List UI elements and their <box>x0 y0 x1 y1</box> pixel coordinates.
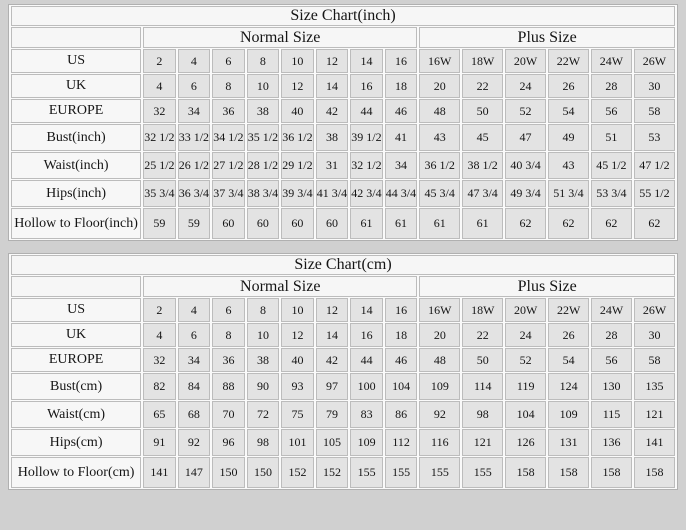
size-value-cell: 16 <box>350 323 383 347</box>
size-value-cell: 124 <box>548 373 589 400</box>
size-value-cell: 32 <box>143 99 176 123</box>
table-row <box>11 99 675 123</box>
size-value-cell: 39 1/2 <box>350 124 383 151</box>
size-value-cell: 32 1/2 <box>350 152 383 179</box>
size-value-cell: 60 <box>316 208 349 239</box>
size-value-cell: 24 <box>505 323 546 347</box>
size-value-cell: 28 <box>591 323 632 347</box>
size-value-cell: 40 <box>281 99 314 123</box>
size-value-cell: 70 <box>212 401 245 428</box>
size-value-cell: 155 <box>385 457 418 488</box>
size-value-cell: 104 <box>385 373 418 400</box>
size-value-cell: 36 1/2 <box>281 124 314 151</box>
size-value-cell: 20W <box>505 298 546 322</box>
size-value-cell: 131 <box>548 429 589 456</box>
size-value-cell: 14 <box>350 298 383 322</box>
size-value-cell: 135 <box>634 373 675 400</box>
size-value-cell: 141 <box>143 457 176 488</box>
size-value-cell: 51 <box>591 124 632 151</box>
size-value-cell: 6 <box>212 49 245 73</box>
size-value-cell: 45 <box>462 124 503 151</box>
size-value-cell: 51 3/4 <box>548 180 589 207</box>
chart-divider <box>8 241 678 253</box>
row-label: Bust(inch) <box>11 124 141 151</box>
size-value-cell: 36 3/4 <box>178 180 211 207</box>
size-value-cell: 52 <box>505 99 546 123</box>
table-row <box>11 255 675 275</box>
size-value-cell: 93 <box>281 373 314 400</box>
size-value-cell: 158 <box>505 457 546 488</box>
row-label: UK <box>11 323 141 347</box>
size-value-cell: 48 <box>419 348 460 372</box>
table-row <box>11 208 675 239</box>
size-value-cell: 18W <box>462 49 503 73</box>
size-value-cell: 31 <box>316 152 349 179</box>
size-value-cell: 44 3/4 <box>385 180 418 207</box>
size-value-cell: 8 <box>212 323 245 347</box>
table-row <box>11 74 675 98</box>
size-value-cell: 97 <box>316 373 349 400</box>
size-value-cell: 90 <box>247 373 280 400</box>
size-value-cell: 6 <box>212 298 245 322</box>
size-value-cell: 4 <box>143 323 176 347</box>
size-value-cell: 91 <box>143 429 176 456</box>
size-value-cell: 150 <box>247 457 280 488</box>
plus-size-header: Plus Size <box>419 27 675 48</box>
size-value-cell: 88 <box>212 373 245 400</box>
row-label: Hips(inch) <box>11 180 141 207</box>
chart-title: Size Chart(inch) <box>11 6 675 26</box>
table-row <box>11 457 675 488</box>
table-row <box>11 373 675 400</box>
size-value-cell: 114 <box>462 373 503 400</box>
corner-cell <box>11 276 141 297</box>
table-row <box>11 401 675 428</box>
size-value-cell: 41 <box>385 124 418 151</box>
size-value-cell: 147 <box>178 457 211 488</box>
row-label: Waist(inch) <box>11 152 141 179</box>
size-value-cell: 8 <box>247 49 280 73</box>
size-value-cell: 29 1/2 <box>281 152 314 179</box>
size-value-cell: 47 1/2 <box>634 152 675 179</box>
size-value-cell: 10 <box>281 298 314 322</box>
normal-size-header: Normal Size <box>143 276 417 297</box>
row-label: Hips(cm) <box>11 429 141 456</box>
size-value-cell: 92 <box>178 429 211 456</box>
size-value-cell: 10 <box>281 49 314 73</box>
size-value-cell: 56 <box>591 99 632 123</box>
size-value-cell: 36 <box>212 99 245 123</box>
size-value-cell: 22 <box>462 74 503 98</box>
size-value-cell: 75 <box>281 401 314 428</box>
size-value-cell: 40 3/4 <box>505 152 546 179</box>
size-value-cell: 47 <box>505 124 546 151</box>
size-value-cell: 30 <box>634 323 675 347</box>
table-row <box>11 49 675 73</box>
size-value-cell: 126 <box>505 429 546 456</box>
size-value-cell: 152 <box>316 457 349 488</box>
size-value-cell: 24W <box>591 49 632 73</box>
size-value-cell: 83 <box>350 401 383 428</box>
size-value-cell: 62 <box>505 208 546 239</box>
size-value-cell: 33 1/2 <box>178 124 211 151</box>
size-value-cell: 53 <box>634 124 675 151</box>
size-value-cell: 56 <box>591 348 632 372</box>
size-value-cell: 20 <box>419 323 460 347</box>
size-value-cell: 41 3/4 <box>316 180 349 207</box>
size-value-cell: 158 <box>591 457 632 488</box>
row-label: UK <box>11 74 141 98</box>
table-row <box>11 152 675 179</box>
size-value-cell: 32 1/2 <box>143 124 176 151</box>
size-value-cell: 8 <box>212 74 245 98</box>
size-value-cell: 6 <box>178 74 211 98</box>
size-value-cell: 40 <box>281 348 314 372</box>
size-value-cell: 155 <box>419 457 460 488</box>
size-value-cell: 35 3/4 <box>143 180 176 207</box>
size-value-cell: 34 <box>178 348 211 372</box>
size-value-cell: 18 <box>385 323 418 347</box>
size-value-cell: 35 1/2 <box>247 124 280 151</box>
size-value-cell: 115 <box>591 401 632 428</box>
size-value-cell: 42 3/4 <box>350 180 383 207</box>
size-value-cell: 86 <box>385 401 418 428</box>
size-value-cell: 36 1/2 <box>419 152 460 179</box>
size-value-cell: 2 <box>143 49 176 73</box>
size-value-cell: 16W <box>419 298 460 322</box>
size-value-cell: 14 <box>316 74 349 98</box>
table-row <box>11 124 675 151</box>
size-value-cell: 46 <box>385 99 418 123</box>
table-row <box>11 429 675 456</box>
size-value-cell: 22W <box>548 298 589 322</box>
size-value-cell: 16 <box>385 49 418 73</box>
size-value-cell: 34 <box>178 99 211 123</box>
size-value-cell: 39 3/4 <box>281 180 314 207</box>
normal-size-header: Normal Size <box>143 27 417 48</box>
size-value-cell: 38 <box>316 124 349 151</box>
size-value-cell: 44 <box>350 348 383 372</box>
size-value-cell: 54 <box>548 348 589 372</box>
size-value-cell: 50 <box>462 99 503 123</box>
size-value-cell: 14 <box>350 49 383 73</box>
size-value-cell: 79 <box>316 401 349 428</box>
size-value-cell: 24 <box>505 74 546 98</box>
size-value-cell: 104 <box>505 401 546 428</box>
size-value-cell: 49 <box>548 124 589 151</box>
size-value-cell: 6 <box>178 323 211 347</box>
size-value-cell: 2 <box>143 298 176 322</box>
size-value-cell: 58 <box>634 99 675 123</box>
size-value-cell: 26 <box>548 323 589 347</box>
size-value-cell: 119 <box>505 373 546 400</box>
size-value-cell: 53 3/4 <box>591 180 632 207</box>
size-value-cell: 43 <box>548 152 589 179</box>
size-value-cell: 38 <box>247 348 280 372</box>
size-value-cell: 60 <box>247 208 280 239</box>
size-value-cell: 58 <box>634 348 675 372</box>
size-value-cell: 18 <box>385 74 418 98</box>
size-value-cell: 12 <box>316 49 349 73</box>
size-value-cell: 10 <box>247 323 280 347</box>
size-value-cell: 98 <box>462 401 503 428</box>
table-row <box>11 348 675 372</box>
row-label: EUROPE <box>11 99 141 123</box>
size-chart-inch-table <box>8 4 678 241</box>
size-value-cell: 155 <box>350 457 383 488</box>
size-value-cell: 68 <box>178 401 211 428</box>
row-label: Bust(cm) <box>11 373 141 400</box>
size-value-cell: 105 <box>316 429 349 456</box>
size-value-cell: 60 <box>212 208 245 239</box>
size-value-cell: 4 <box>178 298 211 322</box>
size-value-cell: 55 1/2 <box>634 180 675 207</box>
size-value-cell: 96 <box>212 429 245 456</box>
corner-cell <box>11 27 141 48</box>
size-value-cell: 50 <box>462 348 503 372</box>
size-value-cell: 4 <box>143 74 176 98</box>
size-value-cell: 12 <box>281 323 314 347</box>
size-value-cell: 16W <box>419 49 460 73</box>
size-value-cell: 61 <box>385 208 418 239</box>
size-value-cell: 44 <box>350 99 383 123</box>
table-row <box>11 323 675 347</box>
size-value-cell: 109 <box>548 401 589 428</box>
plus-size-header: Plus Size <box>419 276 675 297</box>
size-value-cell: 109 <box>419 373 460 400</box>
size-value-cell: 61 <box>350 208 383 239</box>
size-value-cell: 43 <box>419 124 460 151</box>
size-value-cell: 62 <box>634 208 675 239</box>
size-value-cell: 136 <box>591 429 632 456</box>
size-value-cell: 45 3/4 <box>419 180 460 207</box>
size-value-cell: 37 3/4 <box>212 180 245 207</box>
size-value-cell: 20 <box>419 74 460 98</box>
size-chart-cm-table <box>8 253 678 490</box>
size-value-cell: 61 <box>462 208 503 239</box>
table-row <box>11 298 675 322</box>
size-value-cell: 158 <box>634 457 675 488</box>
size-value-cell: 60 <box>281 208 314 239</box>
size-value-cell: 20W <box>505 49 546 73</box>
size-value-cell: 12 <box>281 74 314 98</box>
size-value-cell: 25 1/2 <box>143 152 176 179</box>
size-value-cell: 112 <box>385 429 418 456</box>
size-value-cell: 98 <box>247 429 280 456</box>
size-value-cell: 49 3/4 <box>505 180 546 207</box>
size-value-cell: 34 <box>385 152 418 179</box>
size-value-cell: 18W <box>462 298 503 322</box>
size-value-cell: 34 1/2 <box>212 124 245 151</box>
size-value-cell: 141 <box>634 429 675 456</box>
size-value-cell: 32 <box>143 348 176 372</box>
size-value-cell: 84 <box>178 373 211 400</box>
table-row <box>11 180 675 207</box>
size-value-cell: 101 <box>281 429 314 456</box>
size-value-cell: 130 <box>591 373 632 400</box>
size-value-cell: 22W <box>548 49 589 73</box>
size-value-cell: 92 <box>419 401 460 428</box>
size-value-cell: 26 1/2 <box>178 152 211 179</box>
size-value-cell: 152 <box>281 457 314 488</box>
size-value-cell: 12 <box>316 298 349 322</box>
size-value-cell: 47 3/4 <box>462 180 503 207</box>
table-row <box>11 6 675 26</box>
table-row <box>11 276 675 297</box>
table-row <box>11 27 675 48</box>
size-value-cell: 10 <box>247 74 280 98</box>
size-value-cell: 27 1/2 <box>212 152 245 179</box>
size-value-cell: 4 <box>178 49 211 73</box>
size-value-cell: 30 <box>634 74 675 98</box>
size-value-cell: 42 <box>316 99 349 123</box>
size-value-cell: 38 3/4 <box>247 180 280 207</box>
size-value-cell: 26 <box>548 74 589 98</box>
size-value-cell: 59 <box>143 208 176 239</box>
row-label: Hollow to Floor(cm) <box>11 457 141 488</box>
size-value-cell: 121 <box>634 401 675 428</box>
size-value-cell: 54 <box>548 99 589 123</box>
size-value-cell: 38 1/2 <box>462 152 503 179</box>
size-value-cell: 62 <box>548 208 589 239</box>
row-label: US <box>11 298 141 322</box>
size-value-cell: 46 <box>385 348 418 372</box>
size-value-cell: 16 <box>350 74 383 98</box>
size-value-cell: 26W <box>634 298 675 322</box>
size-value-cell: 82 <box>143 373 176 400</box>
size-value-cell: 158 <box>548 457 589 488</box>
size-value-cell: 48 <box>419 99 460 123</box>
row-label: EUROPE <box>11 348 141 372</box>
size-value-cell: 8 <box>247 298 280 322</box>
size-value-cell: 16 <box>385 298 418 322</box>
row-label: Hollow to Floor(inch) <box>11 208 141 239</box>
size-value-cell: 100 <box>350 373 383 400</box>
size-value-cell: 42 <box>316 348 349 372</box>
size-value-cell: 62 <box>591 208 632 239</box>
size-value-cell: 22 <box>462 323 503 347</box>
size-value-cell: 61 <box>419 208 460 239</box>
row-label: US <box>11 49 141 73</box>
size-value-cell: 26W <box>634 49 675 73</box>
chart-title: Size Chart(cm) <box>11 255 675 275</box>
row-label: Waist(cm) <box>11 401 141 428</box>
size-value-cell: 28 1/2 <box>247 152 280 179</box>
size-value-cell: 116 <box>419 429 460 456</box>
size-value-cell: 45 1/2 <box>591 152 632 179</box>
size-value-cell: 28 <box>591 74 632 98</box>
size-value-cell: 72 <box>247 401 280 428</box>
size-value-cell: 36 <box>212 348 245 372</box>
size-value-cell: 109 <box>350 429 383 456</box>
size-value-cell: 52 <box>505 348 546 372</box>
size-value-cell: 24W <box>591 298 632 322</box>
size-value-cell: 59 <box>178 208 211 239</box>
size-value-cell: 150 <box>212 457 245 488</box>
size-value-cell: 38 <box>247 99 280 123</box>
size-value-cell: 121 <box>462 429 503 456</box>
size-value-cell: 14 <box>316 323 349 347</box>
size-value-cell: 65 <box>143 401 176 428</box>
size-value-cell: 155 <box>462 457 503 488</box>
